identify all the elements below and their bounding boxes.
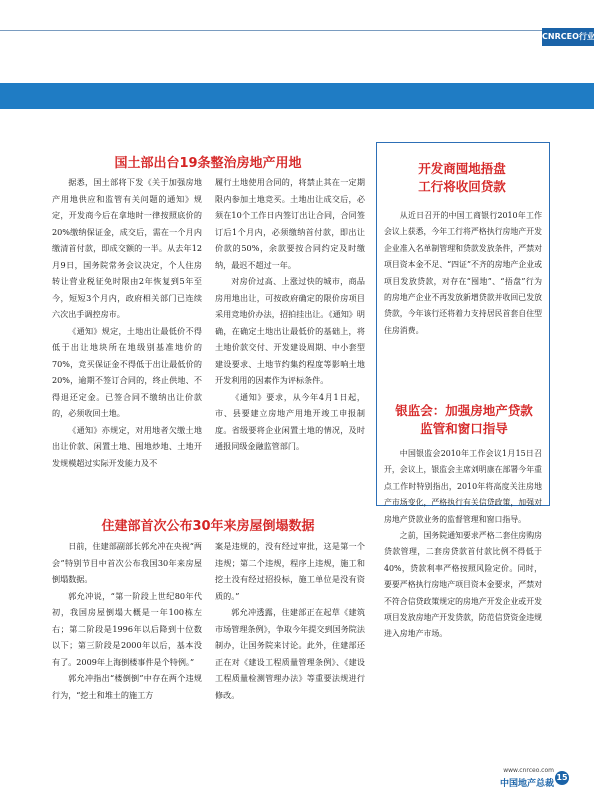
sidebar1-title-line: 工行将收回贷款: [418, 179, 506, 194]
sidebar1-title-line: 开发商囤地捂盘: [418, 161, 506, 176]
paragraph: 据悉，国土部将下发《关于加强房地产用地供应和监管有关问题的通知》规定，开发商今后在拿地时一律按照底价的20%缴纳保证金，成交后，需在一个月内缴清首付款，即成交额的一半。从去年12月9日，国务院常务会议决定，个人住房转让营业税征免时限由2年恢复到5年至今，短短3个月内，政府相关部门已连续六次出手调控房市。: [52, 177, 202, 319]
paragraph: 之前，国务院通知要求严格二套住房购房贷款管理，二套房贷款首付款比例不得低于40%，贷款利率严格按照风险定价。同时，要要严格执行房地产项目资本金要求，严禁对不符合信贷政策规定的房地产开发企业或开发项目发放房地产开发贷款，防范信贷资金违规进入房地产市场。: [384, 531, 542, 639]
paragraph: 《通知》亦规定，对用地者欠缴土地出让价款、闲置土地、囤地炒地、土地开发规模超过实际开发能力及不: [52, 424, 202, 468]
section-label: 行业资讯: [578, 32, 611, 41]
footer-magazine-name: 中国地产总裁: [499, 779, 554, 789]
brand-label: CNRCEO: [542, 32, 579, 41]
sidebar2-title-line: 银监会：加强房地产贷款: [395, 403, 533, 418]
paragraph: 《通知》规定，土地出让最低价不得低于出让地块所在地级别基准地价的70%，竞买保证金不得低于出让最低价的20%，逾期不签订合同的，终止供地、不得退还定金。已签合同不缴纳出让价款的，必须收回土地。: [52, 325, 202, 418]
article1-column-right: [215, 174, 365, 455]
sidebar1-body: [384, 208, 542, 339]
page-number: 15: [555, 771, 569, 785]
article2-title: 住建部首次公布30年来房屋倒塌数据: [101, 519, 315, 534]
paragraph: 履行土地使用合同的，将禁止其在一定期限内参加土地竞买。土地出让成交后，必须在10个工作日内签订出让合同，合同签订后1个月内，必须缴纳首付款，即出让价款的50%，余款要按合同约定及时缴纳，最迟不超过一年。: [215, 177, 365, 270]
sidebar2-body: [384, 446, 542, 643]
sidebar2-title: [378, 402, 550, 438]
sidebar1-title: [378, 160, 546, 196]
paragraph: 郭允冲透露，住建部正在起草《建筑市场管理条例》，争取今年提交到国务院法制办，让国务院来讨论。此外，住建部还正在对《建设工程质量管理条例》、《建设工程质量检测管理办法》等重要法规进行修改。: [215, 607, 365, 700]
paragraph: 《通知》要求，从今年4月1日起，市、县要建立房地产用地开竣工申报制度。省级要将企业闲置土地的情况，及时通报同级金融监管部门。: [215, 391, 365, 451]
sidebar2-title-line: 监管和窗口指导: [420, 421, 508, 436]
article2-column-left: [52, 538, 202, 703]
paragraph: 日前，住建部副部长郭允冲在央视“两会”特别节目中首次公布我国30年来房屋倒塌数据。: [52, 541, 202, 584]
article2-column-right: [215, 538, 365, 703]
paragraph: 中国银监会2010年工作会议1月15日召开，会议上，银监会主席刘明康在部署今年重点工作时特别指出，2010年将高度关注房地产市场变化，严格执行有关信贷政策，加强对房地产贷款业务的监督管理和窗口指导。: [384, 449, 542, 524]
paragraph: 案是违规的，没有经过审批，这是第一个违规；第二个违规，程序上违规，施工和挖土没有经过招投标，施工单位是没有资质的。”: [215, 541, 365, 601]
article1-column-left: [52, 174, 202, 471]
article1-title: 国土部出台19条整治房地产用地: [114, 156, 302, 171]
header-rule: [0, 30, 542, 35]
paragraph: 郭允冲指出“楼倒倒”中存在两个违规行为，“挖土和堆土的施工方: [52, 673, 202, 700]
paragraph: 从近日召开的中国工商银行2010年工作会议上获悉，今年工行将严格执行房地产开发企业准入名单制管理和贷款发放条件，严禁对项目资本金不足、“四证”不齐的房地产企业或项目发放贷款，对存在“囤地”、“捂盘”行为的房地产企业不再发放新增贷款并收回已发放贷款，今年该行还将着力支持居民首套自住型住房消费。: [384, 211, 542, 335]
footer-url: www.cnrceo.com: [503, 767, 554, 774]
header-band: [0, 83, 594, 109]
brand-tag: [542, 28, 611, 46]
paragraph: 对房价过高、上涨过快的城市，商品房用地出让，可按政府确定的限价房项目采用竞地价办法，招拍挂出让。《通知》明确，在确定土地出让最低价的基础上，将土地价款交付、开发建设周期、中小套型建设要求、土地节约集约程度等影响土地开发利用的因素作为评标条件。: [215, 276, 365, 385]
paragraph: 郭允冲说，“第一阶段上世纪80年代初，我国房屋倒塌大概是一年100栋左右；第二阶段是1996年以后降到十位数以下；第三阶段是2000年以后，基本没有了。2009年上海倒楼事件是个特例。”: [52, 590, 202, 667]
